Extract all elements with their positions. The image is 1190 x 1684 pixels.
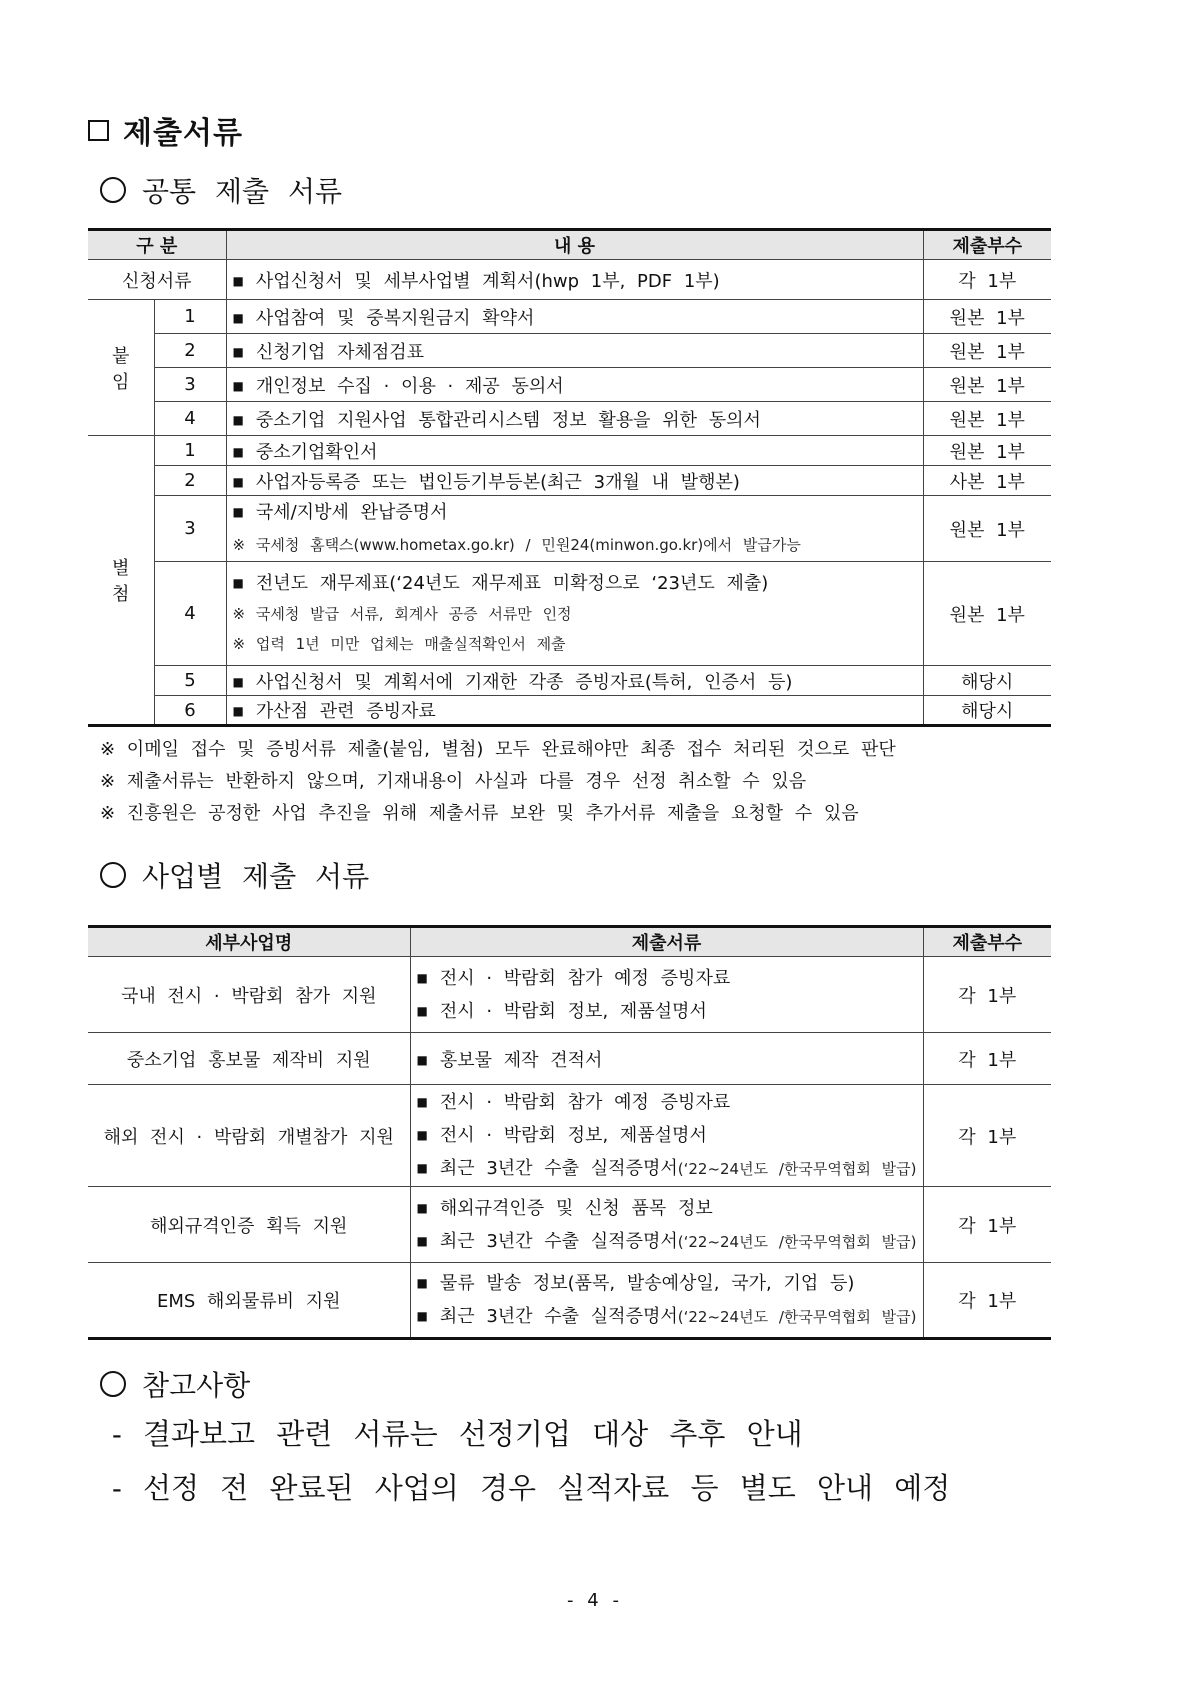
table-row: 4 ■ 전년도 재무제표(‘24년도 재무제표 미확정으로 ‘23년도 제출) ※ 국세청 발급 서류, 회계사 공증 서류만 인정 ※ 업력 1년 미만 업체는 매출실적확인서 제출 원본 1부 — [88, 562, 1051, 666]
reference-item: - 선정 전 완료된 사업의 경우 실적자료 등 별도 안내 예정 — [112, 1471, 951, 1505]
table-row: 6 ■ 가산점 관련 증빙자료 해당시 — [88, 696, 1051, 726]
header-category: 구 분 — [88, 230, 226, 260]
common-notes — [100, 734, 896, 830]
table-row: 별 첨 1 ■ 중소기업확인서 원본 1부 — [88, 436, 1051, 466]
header-count: 제출부수 — [923, 927, 1051, 957]
table-row: EMS 해외물류비 지원 ■ 물류 발송 정보(품목, 발송예상일, 국가, 기업 등) ■ 최근 3년간 수출 실적증명서(‘22~24년도 /한국무역협회 발급) 각 1부 — [88, 1263, 1051, 1339]
attach-label: 붙 임 — [88, 300, 154, 436]
table-header-row — [88, 230, 1051, 260]
page-number: - 4 - — [567, 1590, 623, 1611]
table-row: 해외규격인증 획득 지원 ■ 해외규격인증 및 신청 품목 정보 ■ 최근 3년간 수출 실적증명서(‘22~24년도 /한국무역협회 발급) 각 1부 — [88, 1187, 1051, 1263]
table-row: 신청서류 ■ 사업신청서 및 세부사업별 계획서(hwp 1부, PDF 1부) 각 1부 — [88, 260, 1051, 300]
header-docs: 제출서류 — [410, 927, 923, 957]
common-docs-table — [88, 228, 1051, 727]
table-row: 3 ■ 개인정보 수집 · 이용 · 제공 동의서 원본 1부 — [88, 368, 1051, 402]
circle-bullet-icon — [100, 862, 126, 888]
table-row: 2 ■ 신청기업 자체점검표 원본 1부 — [88, 334, 1051, 368]
note-item: ※ 이메일 접수 및 증빙서류 제출(붙임, 별첨) 모두 완료해야만 최종 접수 처리된 것으로 판단 — [100, 739, 896, 760]
common-docs-title: 공통 제출 서류 — [100, 170, 342, 210]
table-row: 국내 전시 · 박람회 참가 지원 ■ 전시 · 박람회 참가 예정 증빙자료 ■ 전시 · 박람회 정보, 제품설명서 각 1부 — [88, 957, 1051, 1033]
program-docs-title: 사업별 제출 서류 — [100, 855, 369, 895]
enclosure-label: 별 첨 — [88, 436, 154, 726]
square-bullet-icon — [88, 120, 109, 141]
table-row: 3 ■ 국세/지방세 완납증명서 ※ 국세청 홈택스(www.hometax.go.kr) / 민원24(minwon.go.kr)에서 발급가능 원본 1부 — [88, 496, 1051, 562]
note-item: ※ 진흥원은 공정한 사업 추진을 위해 제출서류 보완 및 추가서류 제출을 요청할 수 있음 — [100, 803, 859, 824]
table-row: 2 ■ 사업자등록증 또는 법인등기부등본(최근 3개월 내 발행본) 사본 1부 — [88, 466, 1051, 496]
circle-bullet-icon — [100, 1371, 126, 1397]
reference-item: - 결과보고 관련 서류는 선정기업 대상 추후 안내 — [112, 1417, 803, 1451]
header-content: 내 용 — [226, 230, 923, 260]
circle-bullet-icon — [100, 177, 126, 203]
table-row: 5 ■ 사업신청서 및 계획서에 기재한 각종 증빙자료(특허, 인증서 등) 해당시 — [88, 666, 1051, 696]
section-heading — [88, 108, 243, 152]
header-program: 세부사업명 — [88, 927, 410, 957]
table-row: 중소기업 홍보물 제작비 지원 ■ 홍보물 제작 견적서 각 1부 — [88, 1033, 1051, 1085]
table-row: 해외 전시 · 박람회 개별참가 지원 ■ 전시 · 박람회 참가 예정 증빙자료 ■ 전시 · 박람회 정보, 제품설명서 ■ 최근 3년간 수출 실적증명서(‘22~24년도 /한국무역협회 발급) 각 1부 — [88, 1085, 1051, 1187]
table-row: 붙 임 1 ■ 사업참여 및 중복지원금지 확약서 원본 1부 — [88, 300, 1051, 334]
reference-title: 참고사항 — [100, 1364, 250, 1404]
table-header-row — [88, 927, 1051, 957]
heading-text: 제출서류 — [123, 116, 243, 151]
table-row: 4 ■ 중소기업 지원사업 통합관리시스템 정보 활용을 위한 동의서 원본 1부 — [88, 402, 1051, 436]
program-docs-table — [88, 925, 1051, 1340]
header-count: 제출부수 — [923, 230, 1051, 260]
note-item: ※ 제출서류는 반환하지 않으며, 기재내용이 사실과 다를 경우 선정 취소할 수 있음 — [100, 771, 807, 792]
